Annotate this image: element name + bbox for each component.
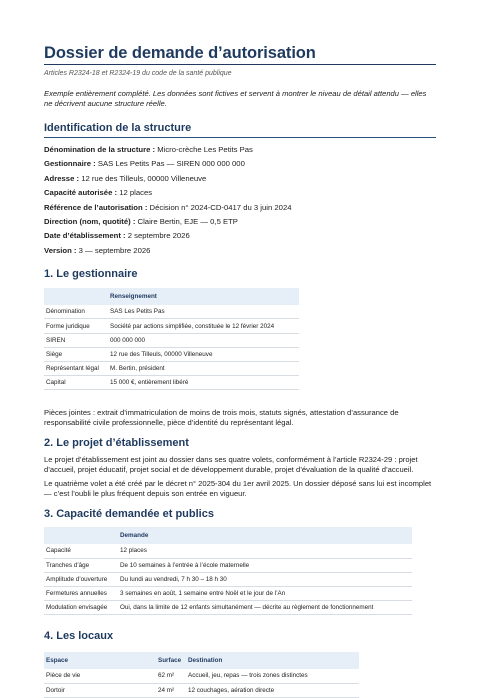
field-adresse xyxy=(44,172,436,186)
table-cell: 62 m² xyxy=(156,669,186,683)
table-row xyxy=(44,558,412,572)
table-row xyxy=(44,601,412,615)
capacite-section xyxy=(44,508,436,615)
field-value: 2 septembre 2026 xyxy=(127,231,190,241)
projet-heading: 2. Le projet d’établissement xyxy=(44,437,189,450)
table-row xyxy=(44,669,359,683)
table-header-cell: Surface xyxy=(156,652,186,669)
projet-paragraph-2: Le quatrième volet a été créé par le décret n° 2025-304 du 1er avril 2025. Un dossier déposé sans lui est incomplet — c’est l’oubli le plus fréquent depuis son entrée en vigueur. xyxy=(44,479,432,498)
identification-section xyxy=(44,122,436,258)
title-divider xyxy=(44,64,436,65)
table-row xyxy=(44,305,299,319)
field-direction xyxy=(44,215,436,229)
field-label: Direction (nom, quotité) : xyxy=(44,217,136,227)
table-cell: SAS Les Petits Pas xyxy=(108,305,299,319)
gestionnaire-section xyxy=(44,268,436,427)
field-denomination xyxy=(44,143,436,157)
table-cell: Siège xyxy=(44,347,108,361)
field-label: Adresse : xyxy=(44,173,80,183)
table-cell: Société par actions simplifiée, constituée le 12 février 2024 xyxy=(108,319,299,333)
field-reference xyxy=(44,201,436,215)
table-header-row xyxy=(44,652,359,669)
table-cell: 000 000 000 xyxy=(108,333,299,347)
table-cell: M. Bertin, président xyxy=(108,362,299,376)
table-row xyxy=(44,333,299,347)
page-title: Dossier de demande d’autorisation xyxy=(44,44,316,62)
table-header-cell: Destination xyxy=(186,652,359,669)
field-label: Capacité autorisée : xyxy=(44,188,118,198)
field-label: Version : xyxy=(44,245,77,255)
table-row xyxy=(44,347,299,361)
table-cell: Tranches d’âge xyxy=(44,558,118,572)
locaux-table xyxy=(44,652,359,697)
table-row xyxy=(44,683,359,697)
table-cell: Représentant légal xyxy=(44,362,108,376)
table-header-cell: Renseignement xyxy=(108,288,299,305)
field-gestionnaire xyxy=(44,157,436,171)
table-cell: Amplitude d’ouverture xyxy=(44,572,118,586)
table-cell: Modulation envisagée xyxy=(44,601,118,615)
locaux-heading: 4. Les locaux xyxy=(44,630,114,643)
table-cell: Oui, dans la limite de 12 enfants simultanément — décrite au règlement de fonctionnement xyxy=(118,601,412,615)
identification-fields xyxy=(44,143,436,258)
field-label: Date d’établissement : xyxy=(44,231,126,241)
table-header-cell: Demande xyxy=(118,527,412,544)
table-cell: Dénomination xyxy=(44,305,108,319)
field-label: Gestionnaire : xyxy=(44,159,96,169)
identification-heading: Identification de la structure xyxy=(44,122,192,134)
field-capacite xyxy=(44,186,436,200)
field-value: 12 rue des Tilleuls, 00000 Villeneuve xyxy=(81,173,207,183)
table-cell: Du lundi au vendredi, 7 h 30 – 18 h 30 xyxy=(118,572,412,586)
table-cell: 3 semaines en août, 1 semaine entre Noël et le jour de l’An xyxy=(118,586,412,600)
table-cell: Pièce de vie xyxy=(44,669,156,683)
field-version xyxy=(44,244,436,258)
field-label: Référence de l’autorisation : xyxy=(44,202,148,212)
field-value: 3 — septembre 2026 xyxy=(78,245,151,255)
table-cell: 12 couchages, aération directe xyxy=(186,683,359,697)
projet-section xyxy=(44,437,436,498)
table-header-cell xyxy=(44,288,108,305)
table-header-row xyxy=(44,527,412,544)
table-cell: SIREN xyxy=(44,333,108,347)
table-cell: Capital xyxy=(44,376,108,390)
table-header-cell: Espace xyxy=(44,652,156,669)
field-date xyxy=(44,229,436,243)
table-cell: 12 rue des Tilleuls, 00000 Villeneuve xyxy=(108,347,299,361)
gestionnaire-heading: 1. Le gestionnaire xyxy=(44,268,138,281)
capacite-heading: 3. Capacité demandée et publics xyxy=(44,508,214,521)
page-subtitle: Articles R2324-18 et R2324-19 du code de la santé publique xyxy=(44,70,232,77)
section-divider xyxy=(44,137,436,138)
table-cell: 15 000 €, entièrement libéré xyxy=(108,376,299,390)
field-value: Décision n° 2024-CD-0417 du 3 juin 2024 xyxy=(149,202,292,212)
table-row xyxy=(44,362,299,376)
table-header-cell xyxy=(44,527,118,544)
table-row xyxy=(44,586,412,600)
table-cell: Fermetures annuelles xyxy=(44,586,118,600)
table-header-row xyxy=(44,288,299,305)
table-cell: Dortoir xyxy=(44,683,156,697)
table-cell: De 10 semaines à l’entrée à l’école maternelle xyxy=(118,558,412,572)
table-cell: Accueil, jeu, repas — trois zones distinctes xyxy=(186,669,359,683)
capacite-table xyxy=(44,527,412,615)
table-row xyxy=(44,572,412,586)
field-value: Micro-crèche Les Petits Pas xyxy=(157,145,253,154)
table-cell: Capacité xyxy=(44,544,118,558)
table-row xyxy=(44,376,299,390)
gestionnaire-table xyxy=(44,288,299,390)
table-cell: 24 m² xyxy=(156,683,186,697)
field-value: Claire Bertin, EJE — 0,5 ETP xyxy=(137,217,238,227)
table-cell: Forme juridique xyxy=(44,319,108,333)
field-label: Dénomination de la structure : xyxy=(44,145,156,154)
projet-paragraph-1: Le projet d’établissement est joint au dossier dans ses quatre volets, conformément à l’article R2324-29 : projet d’accueil, projet éducatif, projet social et de développement durable, projet d’évaluation de la qualité d’accueil. xyxy=(44,455,418,474)
intro-note: Exemple entièrement complété. Les données sont fictives et servent à montrer le niveau de détail attendu — elles ne décrivent aucune structure réelle. xyxy=(44,89,427,108)
pieces-jointes-note: Pièces jointes : extrait d’immatriculation de moins de trois mois, statuts signés, attestation d’assurance de responsabilité civile professionnelle, pièce d’identité du représentant légal. xyxy=(44,408,399,427)
table-cell: 12 places xyxy=(118,544,412,558)
table-row xyxy=(44,319,299,333)
field-value: SAS Les Petits Pas — SIREN 000 000 000 xyxy=(97,159,245,169)
locaux-section xyxy=(44,630,436,697)
field-value: 12 places xyxy=(119,188,153,198)
table-row xyxy=(44,544,412,558)
